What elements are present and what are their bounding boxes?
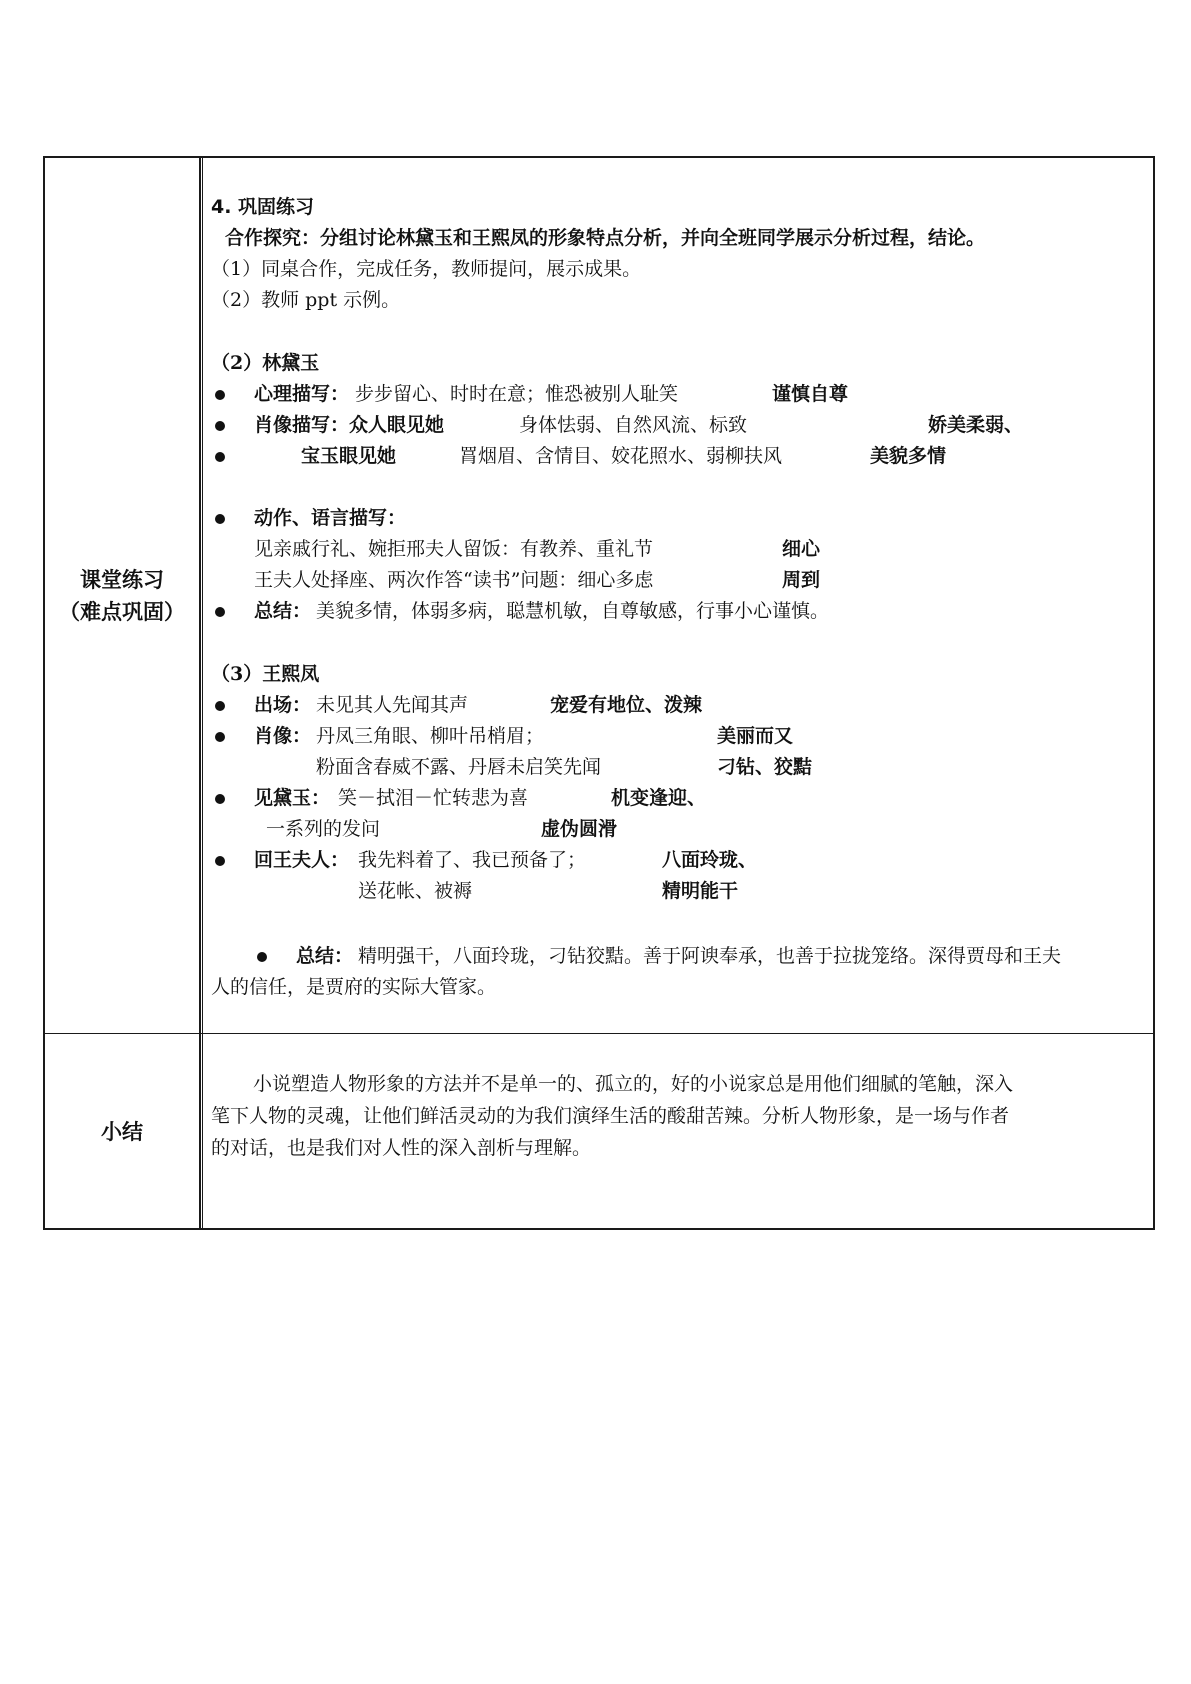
lesson-table xyxy=(43,156,1155,1230)
wang-reply-text2: 送花帐、被褥 xyxy=(358,880,473,902)
wang-reply-text: 我先料着了、我已预备了； xyxy=(358,849,587,871)
practice-label xyxy=(45,564,199,628)
lin-psych-trait: 谨慎自尊 xyxy=(772,383,849,405)
bullet xyxy=(215,421,225,431)
lin-psych-text: 步步留心、时时在意；惟恐被别人耻笑 xyxy=(355,383,679,405)
wang-portrait-trait1: 美丽而又 xyxy=(717,725,794,747)
bullet xyxy=(215,452,225,462)
column-divider xyxy=(199,158,201,1228)
wang-reply-label: 回王夫人： xyxy=(254,849,350,871)
summary-line1: 小说塑造人物形象的方法并不是单一的、孤立的，好的小说家总是用他们细腻的笔触，深入 xyxy=(253,1073,1014,1095)
practice-label-line1: 课堂练习 xyxy=(80,568,164,592)
lin-portrait-label: 肖像描写：众人眼见她 xyxy=(254,414,445,436)
wang-reply-trait2: 精明能干 xyxy=(662,880,739,902)
lin-action1-trait: 细心 xyxy=(782,538,821,560)
wang-meet-text2: 一系列的发问 xyxy=(266,818,381,840)
wang-portrait-text1: 丹凤三角眼、柳叶吊梢眉； xyxy=(316,725,545,747)
lin-title: （2）林黛玉 xyxy=(211,352,320,374)
practice-heading: 4. 巩固练习 xyxy=(211,196,315,218)
lin-action-label: 动作、语言描写： xyxy=(254,507,407,529)
wang-title: （3）王熙凤 xyxy=(211,663,320,685)
bullet xyxy=(215,732,225,742)
bullet xyxy=(257,952,267,962)
bullet xyxy=(215,390,225,400)
wang-entry-text: 未见其人先闻其声 xyxy=(316,694,469,716)
bullet xyxy=(215,856,225,866)
wang-meet-trait2: 虚伪圆滑 xyxy=(541,818,618,840)
wang-meet-label: 见黛玉： xyxy=(254,787,331,809)
lin-action1-text: 见亲戚行礼、婉拒邢夫人留饭：有教养、重礼节 xyxy=(254,538,654,560)
practice-task: 合作探究：分组讨论林黛玉和王熙凤的形象特点分析，并向全班同学展示分析过程，结论。 xyxy=(225,227,986,249)
wang-entry-label: 出场： xyxy=(254,694,312,716)
bullet xyxy=(215,514,225,524)
lin-portrait-trait: 娇美柔弱、 xyxy=(928,414,1024,436)
bullet xyxy=(215,794,225,804)
practice-step2: （2）教师 ppt 示例。 xyxy=(211,289,401,311)
bullet xyxy=(215,607,225,617)
summary-line3: 的对话，也是我们对人性的深入剖析与理解。 xyxy=(211,1137,592,1159)
wang-portrait-text2: 粉面含春威不露、丹唇未启笑先闻 xyxy=(316,756,602,778)
wang-summary-text1: 精明强干，八面玲珑，刁钻狡黠。善于阿谀奉承，也善于拉拢笼络。深得贾母和王夫 xyxy=(358,945,1062,967)
lin-summary-label: 总结： xyxy=(254,600,312,622)
lin-portrait-text: 身体怯弱、自然风流、标致 xyxy=(519,414,748,436)
lin-baoyu-text: 罥烟眉、含情目、姣花照水、弱柳扶风 xyxy=(459,445,783,467)
summary-label: 小结 xyxy=(101,1120,143,1144)
row-divider xyxy=(45,1033,1153,1034)
bullet xyxy=(215,701,225,711)
summary-line2: 笔下人物的灵魂，让他们鲜活灵动的为我们演绎生活的酸甜苦辣。分析人物形象，是一场与作者 xyxy=(211,1105,1010,1127)
lin-baoyu-trait: 美貌多情 xyxy=(870,445,947,467)
wang-entry-trait: 宠爱有地位、泼辣 xyxy=(550,694,703,716)
wang-meet-text: 笑－拭泪－忙转悲为喜 xyxy=(338,787,529,809)
lin-action2-text: 王夫人处择座、两次作答“读书”问题：细心多虑 xyxy=(254,569,654,591)
wang-summary-label: 总结： xyxy=(296,945,354,967)
lin-summary-text: 美貌多情，体弱多病，聪慧机敏，自尊敏感，行事小心谨慎。 xyxy=(316,600,830,622)
wang-summary-text2: 人的信任，是贾府的实际大管家。 xyxy=(211,976,497,998)
lin-action2-trait: 周到 xyxy=(782,569,821,591)
wang-reply-trait1: 八面玲珑、 xyxy=(662,849,758,871)
practice-step1: （1）同桌合作，完成任务，教师提问，展示成果。 xyxy=(211,258,642,280)
lin-psych-label: 心理描写： xyxy=(254,383,350,405)
lin-baoyu-label: 宝玉眼见她 xyxy=(301,445,397,467)
wang-portrait-trait2: 刁钻、狡黠 xyxy=(717,756,813,778)
wang-portrait-label: 肖像： xyxy=(254,725,312,747)
practice-label-line2: （难点巩固） xyxy=(59,600,185,624)
column-divider-inner xyxy=(202,158,203,1228)
wang-meet-trait1: 机变逢迎、 xyxy=(611,787,707,809)
